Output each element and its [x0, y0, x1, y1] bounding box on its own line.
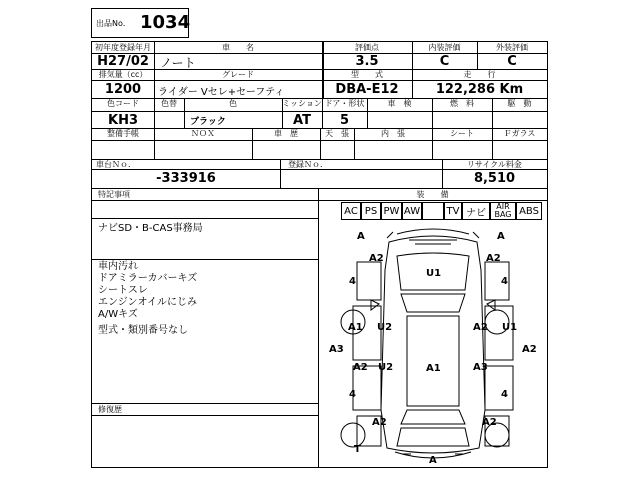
repair-history-header: 修復歴	[98, 405, 122, 414]
damage-fr-fender: A2	[486, 253, 501, 264]
equipment-airbag-label: AIR BAG	[494, 202, 512, 219]
displacement-label: 排気量（cc）	[98, 70, 148, 79]
door-shape-label: ドア・形状	[324, 99, 365, 108]
mission-value: AT	[293, 113, 311, 128]
color-value: ブラック	[190, 117, 226, 127]
mission-label: ミッション	[282, 99, 322, 108]
tire-rl-circle	[341, 423, 365, 447]
damage-rr-quarter: A2	[482, 417, 497, 428]
mileage-value: 122,286 Km	[435, 82, 524, 97]
damage-tire-rr: 4	[501, 389, 508, 400]
roof-panel	[407, 316, 459, 406]
chassis-no-value: -333916	[156, 171, 216, 186]
exterior-grade-label: 外装評価	[496, 43, 528, 52]
drive-label: 駆 動	[507, 99, 532, 108]
remarks-line-5: エンジンオイルにじみ	[98, 297, 197, 308]
damage-left-sill: A3	[329, 344, 344, 355]
model-value: DBA-E12	[335, 82, 399, 97]
equipment-navi: ナビ	[462, 202, 490, 220]
score-label: 評価点	[355, 43, 379, 52]
damage-right-rear-door: A3	[473, 362, 488, 373]
maintenance-book-label: 整備手帳	[107, 129, 139, 138]
car-damage-diagram	[319, 220, 547, 467]
rear-glass	[401, 410, 465, 424]
front-glass-label: Ｆガラス	[503, 129, 536, 138]
damage-left-rear-door: A2	[353, 362, 368, 373]
equipment-abs: ABS	[516, 202, 542, 220]
interior-trim-label: 内 張	[381, 129, 405, 138]
equipment-ac: AC	[341, 202, 361, 220]
remarks-header: 特記事項	[98, 190, 130, 199]
car-name-label: 車 名	[222, 43, 254, 52]
vehicle-history-label: 車 歴	[274, 129, 298, 138]
remarks-line-2: 車内汚れ	[98, 261, 138, 272]
front-bumper	[397, 229, 469, 234]
equipment-tv: TV	[444, 202, 462, 220]
lot-number-box	[91, 8, 189, 38]
windshield	[401, 294, 465, 312]
left-fender	[357, 262, 381, 300]
interior-grade-value: C	[439, 54, 450, 69]
grade-label: グレード	[222, 70, 254, 79]
lot-number-label: 出品No．	[96, 19, 131, 28]
equipment-aw: AW	[402, 202, 422, 220]
trunk-outline	[397, 428, 469, 446]
nox-label: ＮＯＸ	[191, 129, 215, 138]
color-change-label: 色替	[161, 99, 177, 108]
damage-right-front-door: A2	[473, 322, 488, 333]
damage-right-front-door-2: U1	[502, 322, 518, 333]
fuel-label: 燃 料	[450, 99, 474, 108]
damage-front-left-corner: A	[357, 231, 365, 242]
grade-value: ライダー Vセレ+セーフティ	[158, 87, 285, 98]
equipment-pw: PW	[381, 202, 402, 220]
right-mirror	[487, 300, 495, 310]
damage-tire-fr: 4	[501, 276, 508, 287]
auction-sheet	[91, 41, 548, 468]
lot-number: 1034	[140, 12, 191, 33]
remarks-line-8: 型式・類別番号なし	[98, 325, 188, 336]
recycle-fee-value: 8,510	[473, 171, 516, 186]
damage-hood: U1	[426, 268, 442, 279]
equipment-blank	[422, 202, 444, 220]
remarks-line-6: A/Wキズ	[98, 309, 138, 320]
exterior-grade-value: C	[507, 54, 517, 69]
damage-tire-fl: 4	[349, 276, 356, 287]
remarks-line-1: ナビSD・B-CAS事務局	[98, 223, 203, 234]
left-mirror	[371, 300, 379, 310]
damage-rear: A	[429, 455, 437, 466]
equipment-header: 装 備	[416, 190, 449, 199]
chassis-no-label: 車台Ｎｏ．	[96, 160, 136, 169]
registration-no-label: 登録Ｎｏ．	[288, 160, 328, 169]
damage-tire-rl: 4	[349, 389, 356, 400]
damage-left-rear-door-2: U2	[378, 362, 394, 373]
damage-front-right-corner: A	[497, 231, 505, 242]
remarks-line-3: ドアミラーカバーキズ	[98, 273, 198, 284]
equipment-airbag	[490, 202, 516, 220]
first-registration-label: 初年度登録年月	[95, 43, 151, 52]
color-label: 色	[229, 99, 237, 108]
first-registration-value: H27/02	[97, 54, 149, 69]
mileage-label: 走 行	[463, 70, 496, 79]
damage-roof: A1	[426, 363, 441, 374]
inspection-label: 車 検	[387, 99, 412, 108]
score-value: 3.5	[355, 54, 379, 69]
color-code-value: KH3	[108, 113, 138, 128]
interior-grade-label: 内装評価	[428, 43, 461, 52]
color-code-label: 色コード	[107, 99, 139, 108]
damage-left-front-door: A1	[348, 322, 363, 333]
damage-trunk: T	[354, 444, 361, 455]
damage-left-front-door-2: U2	[377, 322, 393, 333]
right-front-door	[485, 306, 513, 360]
front-grille	[409, 240, 457, 244]
equipment-ps: PS	[361, 202, 381, 220]
damage-rl-quarter: A2	[372, 417, 387, 428]
remarks-line-4: シートスレ	[98, 285, 148, 296]
car-name-value: ノート	[160, 56, 196, 70]
damage-right-sill: A2	[522, 344, 537, 355]
door-value: 5	[339, 113, 350, 128]
model-label: 型 式	[351, 70, 383, 79]
roof-lining-label: 天 張	[325, 129, 349, 138]
right-rear-door	[485, 366, 513, 410]
displacement-value: 1200	[104, 82, 142, 97]
seat-label: シート	[450, 129, 474, 138]
recycle-fee-label: リサイクル料金	[467, 160, 522, 169]
damage-fl-fender: A2	[369, 253, 384, 264]
